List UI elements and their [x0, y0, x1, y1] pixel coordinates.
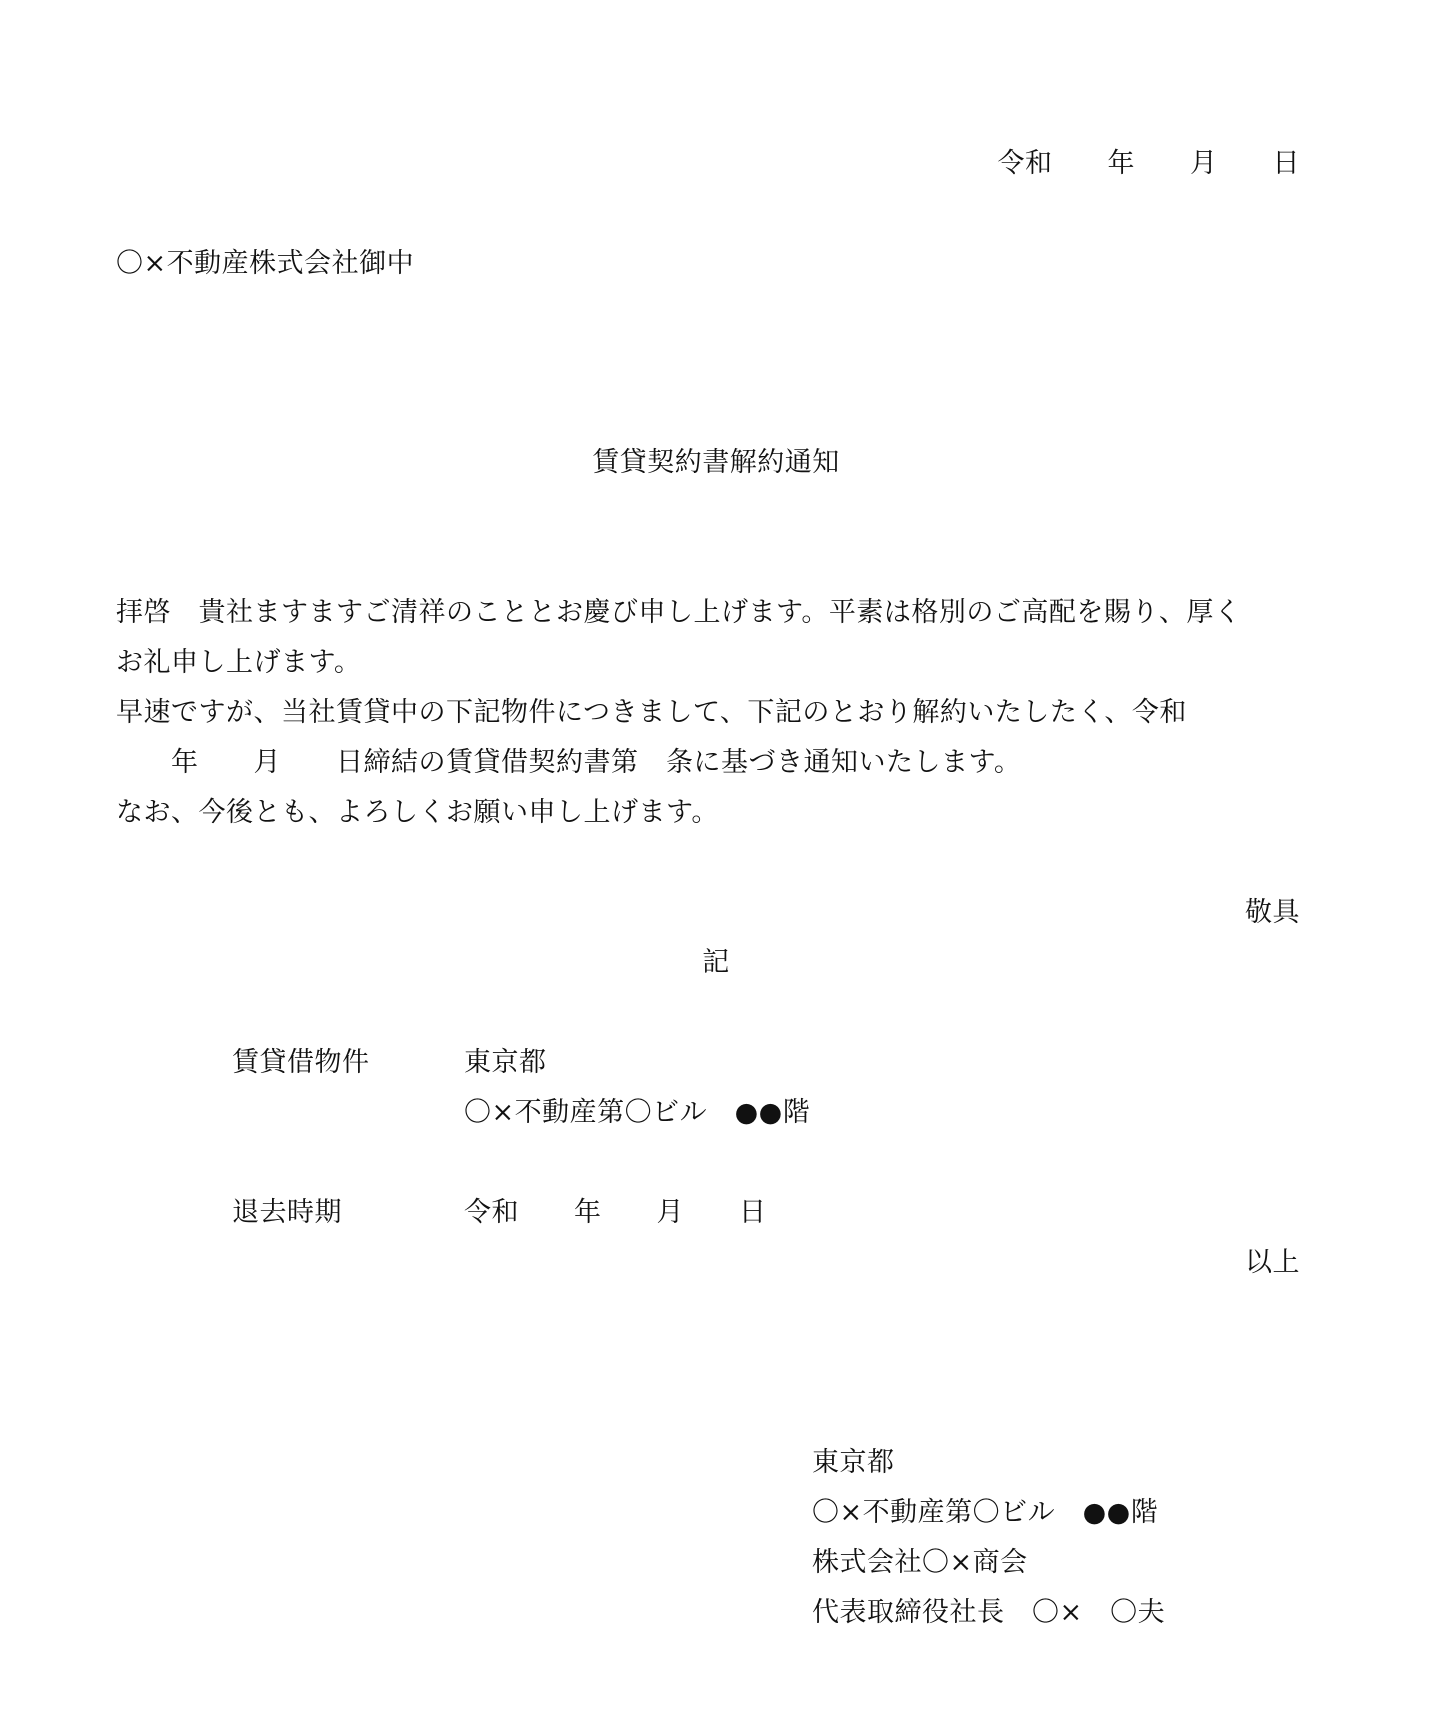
property-address-line-1: 東京都	[464, 1047, 547, 1078]
sender-representative: 代表取締役社長 〇× 〇夫	[812, 1597, 1166, 1628]
closing-ijo: 以上	[1245, 1247, 1300, 1278]
document-title: 賃貸契約書解約通知	[592, 447, 840, 478]
vacate-date: 令和 年 月 日	[464, 1197, 767, 1228]
body-line-3: 早速ですが、当社賃貸中の下記物件につきまして、下記のとおり解約いたしたく、令和	[116, 697, 1187, 728]
body-line-2: お礼申し上げます。	[116, 647, 362, 678]
sender-company: 株式会社〇×商会	[812, 1547, 1028, 1578]
recipient: 〇×不動産株式会社御中	[116, 248, 415, 279]
vacate-label: 退去時期	[232, 1197, 342, 1228]
property-address-line-2: 〇×不動産第〇ビル ●●階	[464, 1097, 811, 1128]
sender-address-line-1: 東京都	[812, 1447, 895, 1478]
body-line-4: 年 月 日締結の賃貸借契約書第 条に基づき通知いたします。	[116, 747, 1022, 778]
body-line-5: なお、今後とも、よろしくお願い申し上げます。	[116, 797, 719, 828]
ki-heading: 記	[702, 947, 730, 978]
property-label: 賃貸借物件	[232, 1047, 370, 1078]
body-line-1: 拝啓 貴社ますますご清祥のこととお慶び申し上げます。平素は格別のご高配を賜り、厚く	[116, 597, 1242, 628]
sender-address-line-2: 〇×不動産第〇ビル ●●階	[812, 1497, 1159, 1528]
date-line: 令和 年 月 日	[997, 148, 1300, 179]
closing-keigu: 敬具	[1245, 897, 1300, 928]
